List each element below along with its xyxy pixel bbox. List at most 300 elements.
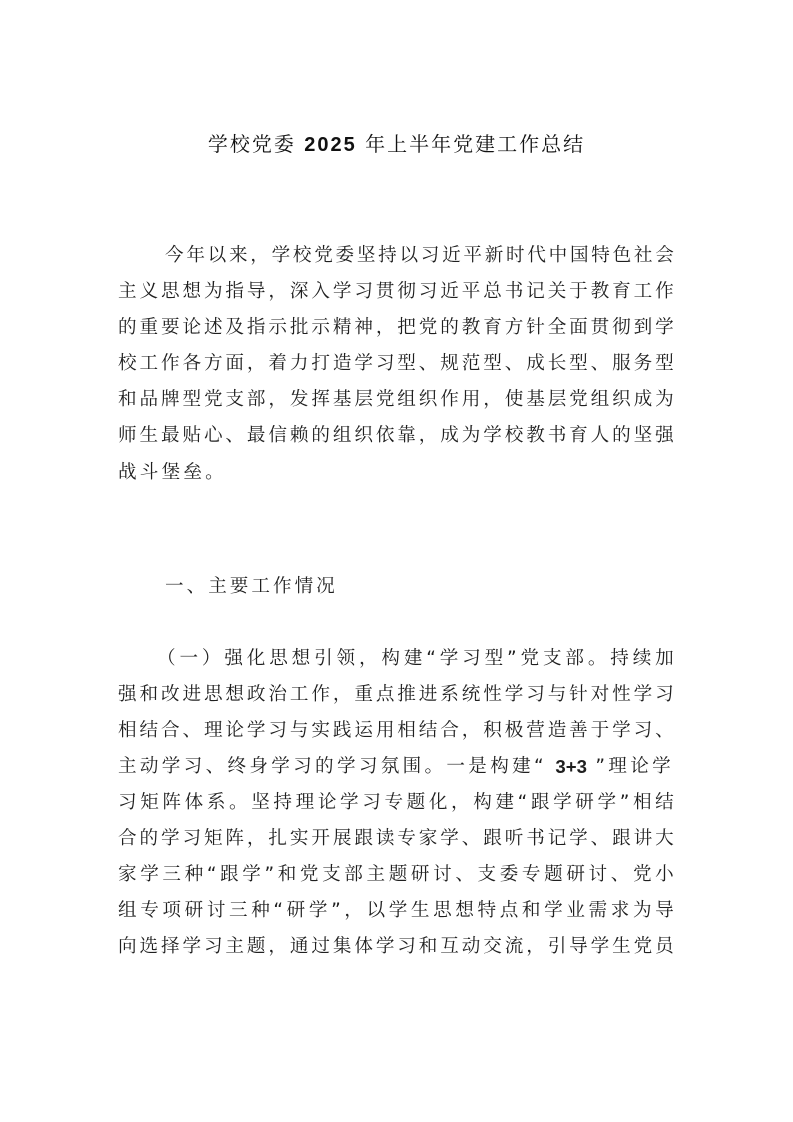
- glyph: 打: [311, 353, 330, 374]
- glyph: 导: [246, 281, 266, 302]
- glyph: 示: [268, 317, 287, 338]
- glyph: 选: [139, 936, 159, 957]
- glyph: 和: [277, 864, 297, 885]
- glyph: 发: [289, 389, 309, 410]
- glyph: 党: [375, 389, 395, 410]
- glyph: 题: [544, 864, 563, 885]
- glyph: 织: [612, 389, 631, 410]
- glyph: 教: [590, 281, 610, 302]
- glyph: 社: [633, 245, 653, 266]
- glyph: 特: [477, 900, 497, 921]
- glyph: 择: [160, 936, 180, 957]
- glyph: ，: [268, 389, 287, 410]
- glyph: 性: [483, 684, 502, 705]
- glyph: 实: [289, 828, 309, 849]
- glyph: 校: [504, 425, 524, 446]
- glyph: 习: [354, 281, 373, 302]
- glyph: 长: [547, 353, 567, 374]
- glyph: 领: [336, 648, 356, 669]
- glyph: 研: [575, 792, 594, 813]
- paragraph-line: [165, 238, 674, 274]
- glyph: 以: [399, 245, 419, 266]
- glyph: ，: [268, 281, 287, 302]
- glyph: 记: [547, 828, 567, 849]
- glyph: 题: [246, 936, 266, 957]
- glyph: 合: [440, 720, 459, 741]
- glyph: 赖: [289, 425, 309, 446]
- glyph: 部: [344, 864, 363, 885]
- glyph: 全: [547, 317, 567, 338]
- glyph: 义: [139, 281, 159, 302]
- glyph: 彻: [612, 317, 631, 338]
- glyph: 研: [566, 864, 585, 885]
- glyph: 跟: [530, 792, 550, 813]
- glyph: 学: [271, 245, 291, 266]
- glyph: 型: [569, 353, 588, 374]
- glyph: 和: [118, 389, 137, 410]
- glyph: 导: [569, 936, 588, 957]
- glyph: 员: [655, 936, 674, 957]
- glyph: 党: [203, 389, 223, 410]
- glyph: （: [157, 648, 176, 669]
- glyph: 点: [375, 684, 395, 705]
- glyph: 生: [410, 900, 430, 921]
- glyph: 导: [655, 900, 674, 921]
- glyph: 造: [332, 353, 352, 374]
- glyph: 织: [418, 389, 438, 410]
- glyph: 学: [375, 936, 395, 957]
- glyph: 习: [182, 828, 202, 849]
- glyph: 学: [655, 317, 674, 338]
- glyph: 学: [308, 900, 328, 921]
- glyph: 支: [322, 864, 341, 885]
- glyph: 新: [484, 245, 504, 266]
- glyph: 最: [160, 425, 180, 446]
- glyph: 主: [118, 281, 137, 302]
- glyph: 师: [118, 425, 137, 446]
- glyph: 进: [418, 684, 438, 705]
- glyph: 论: [317, 792, 337, 813]
- glyph: 习: [655, 684, 674, 705]
- glyph: 的: [139, 828, 159, 849]
- glyph: 研: [184, 900, 204, 921]
- glyph: 色: [612, 245, 632, 266]
- glyph: 推: [397, 684, 416, 705]
- glyph: 小: [655, 864, 674, 885]
- glyph: 强: [118, 684, 137, 705]
- glyph: 与: [289, 720, 309, 741]
- glyph: 构: [381, 648, 400, 669]
- glyph: 续: [632, 648, 652, 669]
- paragraph-line: [118, 418, 674, 454]
- glyph: 到: [633, 317, 653, 338]
- glyph: ，: [332, 684, 352, 705]
- glyph: 想: [182, 281, 202, 302]
- glyph: ，: [358, 648, 378, 669]
- glyph: 集: [332, 936, 352, 957]
- glyph: 生: [612, 936, 631, 957]
- glyph: 讨: [206, 900, 226, 921]
- glyph: ，: [451, 792, 470, 813]
- glyph: 中: [548, 245, 568, 266]
- glyph: 为: [632, 900, 652, 921]
- document-title: [0, 128, 793, 161]
- glyph: 书: [547, 425, 567, 446]
- glyph: 学: [544, 900, 563, 921]
- glyph: 三: [229, 900, 248, 921]
- glyph: ”: [264, 864, 275, 885]
- glyph: 部: [246, 389, 266, 410]
- glyph: 业: [566, 900, 585, 921]
- glyph: ，: [344, 900, 363, 921]
- paragraph-line: [118, 857, 674, 893]
- glyph: 范: [461, 353, 481, 374]
- paragraph-line: [118, 893, 674, 929]
- glyph: 成: [526, 353, 545, 374]
- glyph: 三: [162, 864, 182, 885]
- glyph: 相: [632, 792, 652, 813]
- glyph: 相: [118, 720, 137, 741]
- glyph: 贯: [590, 317, 610, 338]
- glyph: “: [273, 900, 284, 921]
- glyph: 交: [483, 936, 502, 957]
- glyph: 组: [397, 389, 416, 410]
- glyph: 种: [184, 864, 204, 885]
- glyph: 型: [397, 353, 416, 374]
- glyph: 求: [610, 900, 630, 921]
- glyph: 学: [182, 936, 202, 957]
- glyph: 想: [225, 684, 245, 705]
- glyph: 合: [118, 828, 137, 849]
- title-prefix: 学校党委: [207, 132, 305, 156]
- glyph: 国: [569, 245, 589, 266]
- paragraph-line: [118, 785, 674, 821]
- glyph: 组: [332, 425, 352, 446]
- glyph: 专: [397, 828, 416, 849]
- glyph: “: [517, 792, 528, 813]
- glyph: 跟: [220, 864, 239, 885]
- glyph: 和: [521, 900, 541, 921]
- glyph: 品: [139, 389, 159, 410]
- glyph: 述: [203, 317, 223, 338]
- glyph: 持: [273, 792, 293, 813]
- glyph: 平: [461, 281, 481, 302]
- glyph: 党: [633, 936, 653, 957]
- glyph: 系: [440, 684, 459, 705]
- glyph: 今: [165, 245, 184, 266]
- glyph: 统: [461, 684, 481, 705]
- glyph: 论: [225, 720, 245, 741]
- glyph: 、: [418, 353, 438, 374]
- glyph: 、: [461, 828, 481, 849]
- glyph: 持: [378, 245, 397, 266]
- glyph: 型: [484, 648, 504, 669]
- glyph: 流: [504, 936, 524, 957]
- glyph: 。: [587, 648, 607, 669]
- glyph: 基: [526, 389, 545, 410]
- glyph: 书: [526, 828, 545, 849]
- title-year: 2025: [304, 134, 357, 156]
- glyph: 型: [182, 389, 202, 410]
- glyph: 层: [547, 389, 567, 410]
- glyph: 题: [388, 864, 408, 885]
- glyph: ，: [246, 353, 266, 374]
- glyph: 用: [461, 389, 481, 410]
- glyph: 工: [289, 684, 309, 705]
- glyph: ）: [201, 648, 221, 669]
- glyph: 关: [547, 281, 567, 302]
- glyph: 工: [633, 281, 653, 302]
- glyph: 要: [160, 317, 180, 338]
- glyph: 为: [655, 389, 674, 410]
- glyph: 引: [314, 648, 333, 669]
- glyph: 建: [495, 792, 515, 813]
- glyph: 家: [418, 828, 438, 849]
- section-heading: 一、主要工作情况: [165, 576, 338, 597]
- glyph: 党: [299, 864, 319, 885]
- glyph: 为: [203, 281, 223, 302]
- glyph: ，: [461, 720, 481, 741]
- glyph: 习: [118, 792, 137, 813]
- glyph: 持: [610, 648, 629, 669]
- line-segment: ”理论学: [595, 756, 674, 777]
- glyph: 、: [455, 864, 474, 885]
- glyph: 化: [246, 648, 266, 669]
- glyph: 服: [612, 353, 631, 374]
- glyph: 深: [289, 281, 309, 302]
- glyph: 彻: [397, 281, 416, 302]
- glyph: 过: [311, 936, 330, 957]
- glyph: 读: [375, 828, 395, 849]
- glyph: 习: [462, 648, 481, 669]
- glyph: 对: [590, 684, 610, 705]
- glyph: 记: [526, 281, 545, 302]
- glyph: 运: [354, 720, 373, 741]
- glyph: 为: [461, 425, 481, 446]
- glyph: 批: [289, 317, 309, 338]
- glyph: 贴: [182, 425, 202, 446]
- paragraph-line: [118, 749, 674, 785]
- glyph: 题: [406, 792, 426, 813]
- glyph: 育: [483, 317, 502, 338]
- glyph: 的: [612, 425, 631, 446]
- glyph: 、: [225, 425, 245, 446]
- glyph: 矩: [140, 792, 159, 813]
- glyph: 党: [632, 864, 652, 885]
- glyph: 近: [442, 245, 461, 266]
- glyph: 专: [521, 864, 541, 885]
- glyph: 务: [633, 353, 653, 374]
- glyph: 理: [295, 792, 315, 813]
- glyph: 讨: [588, 864, 608, 885]
- glyph: 跟: [483, 828, 502, 849]
- glyph: 型: [655, 353, 674, 374]
- glyph: 把: [397, 317, 416, 338]
- glyph: 党: [520, 648, 540, 669]
- glyph: 入: [311, 281, 330, 302]
- glyph: 组: [590, 389, 610, 410]
- glyph: 来: [228, 245, 248, 266]
- glyph: 委: [335, 245, 355, 266]
- glyph: 用: [375, 720, 395, 741]
- glyph: 力: [289, 353, 309, 374]
- glyph: 种: [251, 900, 270, 921]
- glyph: 学: [590, 936, 610, 957]
- glyph: 书: [504, 281, 524, 302]
- glyph: 营: [526, 720, 545, 741]
- glyph: 习: [362, 792, 381, 813]
- glyph: 造: [547, 720, 567, 741]
- glyph: 作: [311, 684, 330, 705]
- paragraph-line: [118, 929, 674, 965]
- glyph: 支: [225, 389, 245, 410]
- glyph: ，: [246, 828, 266, 849]
- glyph: 习: [268, 720, 287, 741]
- glyph: 互: [440, 936, 459, 957]
- glyph: 治: [268, 684, 287, 705]
- glyph: 校: [118, 353, 137, 374]
- glyph: 人: [590, 425, 610, 446]
- glyph: 成: [633, 389, 653, 410]
- glyph: 依: [375, 425, 395, 446]
- glyph: 和: [418, 936, 438, 957]
- glyph: 学: [242, 864, 261, 885]
- glyph: 政: [246, 684, 266, 705]
- glyph: 理: [203, 720, 223, 741]
- glyph: 论: [182, 317, 202, 338]
- glyph: 会: [655, 245, 674, 266]
- glyph: 作: [160, 353, 180, 374]
- glyph: 体: [354, 936, 373, 957]
- glyph: 习: [633, 720, 653, 741]
- paragraph-line: [157, 641, 674, 677]
- glyph: 方: [203, 353, 223, 374]
- glyph: 项: [162, 900, 182, 921]
- glyph: 生: [139, 425, 159, 446]
- glyph: ”: [507, 648, 517, 669]
- glyph: 教: [526, 425, 545, 446]
- glyph: 坚: [356, 245, 376, 266]
- glyph: 针: [526, 317, 545, 338]
- title-suffix: 年上半年党建工作总结: [356, 132, 586, 156]
- glyph: 部: [565, 648, 584, 669]
- glyph: 支: [542, 648, 562, 669]
- glyph: 育: [569, 425, 588, 446]
- glyph: 进: [182, 684, 202, 705]
- paragraph-line: [118, 310, 674, 346]
- glyph: 结: [418, 720, 438, 741]
- glyph: 挥: [311, 389, 330, 410]
- glyph: 学: [354, 353, 373, 374]
- glyph: 层: [354, 389, 373, 410]
- glyph: 跟: [612, 828, 631, 849]
- glyph: 大: [655, 828, 674, 849]
- glyph: 强: [655, 425, 674, 446]
- glyph: 学: [332, 281, 352, 302]
- glyph: 示: [311, 317, 330, 338]
- glyph: 年: [186, 245, 205, 266]
- glyph: 重: [139, 317, 159, 338]
- glyph: 主: [225, 936, 245, 957]
- glyph: 指: [225, 281, 245, 302]
- glyph: 习: [397, 936, 416, 957]
- glyph: 总: [483, 281, 502, 302]
- glyph: 基: [332, 389, 352, 410]
- glyph: 校: [292, 245, 312, 266]
- glyph: 工: [139, 353, 159, 374]
- glyph: 讨: [433, 864, 452, 885]
- glyph: 重: [354, 684, 373, 705]
- glyph: 改: [160, 684, 180, 705]
- glyph: 专: [384, 792, 404, 813]
- glyph: 规: [440, 353, 459, 374]
- glyph: 构: [473, 792, 492, 813]
- glyph: 学: [553, 792, 572, 813]
- glyph: 学: [246, 720, 266, 741]
- glyph: 向: [118, 936, 137, 957]
- glyph: 动: [461, 936, 481, 957]
- glyph: 精: [332, 317, 352, 338]
- glyph: 善: [569, 720, 588, 741]
- glyph: 思: [269, 648, 288, 669]
- glyph: 支: [477, 864, 497, 885]
- glyph: 、: [610, 864, 630, 885]
- paragraph-line: [118, 382, 674, 418]
- glyph: ，: [483, 389, 502, 410]
- glyph: 靠: [397, 425, 416, 446]
- paragraph-line: [118, 274, 674, 310]
- paragraph-line: 战斗堡垒。: [118, 462, 227, 483]
- glyph: 、: [590, 353, 610, 374]
- glyph: 学: [140, 864, 159, 885]
- glyph: 点: [499, 900, 519, 921]
- glyph: 引: [547, 936, 567, 957]
- glyph: 思: [433, 900, 452, 921]
- glyph: 想: [291, 648, 311, 669]
- glyph: 成: [440, 425, 459, 446]
- glyph: ，: [375, 317, 395, 338]
- glyph: 面: [569, 317, 588, 338]
- glyph: 学: [569, 828, 588, 849]
- glyph: 需: [588, 900, 608, 921]
- line-number-emphasis: 3+3: [555, 756, 587, 777]
- glyph: 听: [504, 828, 524, 849]
- glyph: ，: [526, 936, 545, 957]
- glyph: 面: [225, 353, 245, 374]
- glyph: 主: [366, 864, 386, 885]
- glyph: 相: [397, 720, 416, 741]
- glyph: 委: [499, 864, 519, 885]
- glyph: 方: [504, 317, 524, 338]
- glyph: 作: [655, 281, 674, 302]
- glyph: 的: [440, 317, 459, 338]
- glyph: 织: [354, 425, 373, 446]
- glyph: 专: [140, 900, 159, 921]
- glyph: 强: [224, 648, 243, 669]
- glyph: ”: [619, 792, 630, 813]
- glyph: 习: [418, 281, 438, 302]
- glyph: 习: [420, 245, 440, 266]
- glyph: 学: [633, 684, 653, 705]
- glyph: 学: [340, 792, 359, 813]
- glyph: 党: [418, 317, 438, 338]
- glyph: 习: [375, 353, 395, 374]
- glyph: 作: [440, 389, 459, 410]
- glyph: 积: [483, 720, 502, 741]
- glyph: 习: [203, 936, 223, 957]
- glyph: 开: [311, 828, 330, 849]
- glyph: 实: [311, 720, 330, 741]
